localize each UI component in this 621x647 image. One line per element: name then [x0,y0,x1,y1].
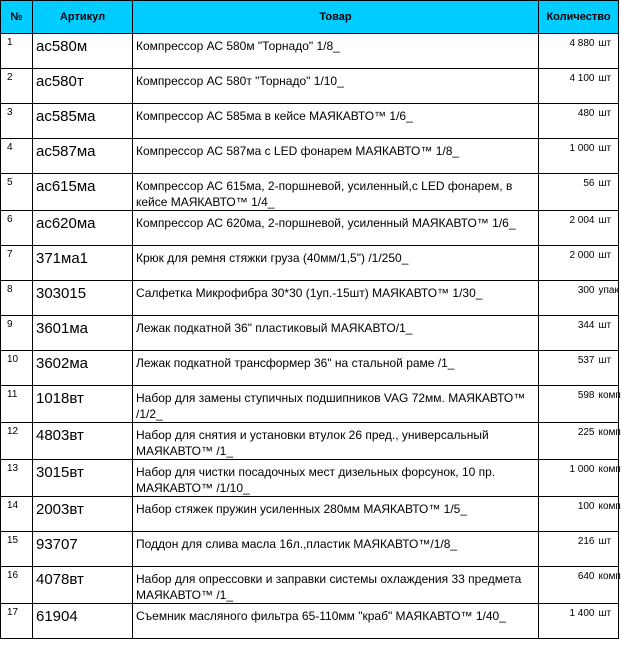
row-unit: комп [597,386,619,423]
row-product-name: Компрессор АС 580т "Торнадо" 1/10_ [133,69,539,104]
row-product-name: Поддон для слива масла 16л.,пластик МАЯКАВТО™/1/8_ [133,532,539,567]
table-row [1,104,619,139]
row-product-name: Компрессор АС 587ма с LED фонарем МАЯКАВТО™ 1/8_ [133,139,539,174]
row-product-name: Лежак подкатной 36" пластиковый МАЯКАВТО/1_ [133,316,539,351]
table-row [1,139,619,174]
row-article: ас620ма [33,211,133,246]
row-unit: комп [597,460,619,497]
row-article: ас587ма [33,139,133,174]
row-unit: комп [597,567,619,604]
row-product-name: Крюк для ремня стяжки груза (40мм/1,5") /1/250_ [133,246,539,281]
row-article: ас615ма [33,174,133,211]
row-number: 1 [1,34,33,69]
table-row [1,69,619,104]
row-unit: упак [597,281,619,316]
row-product-name: Набор стяжек пружин усиленных 280мм МАЯКАВТО™ 1/5_ [133,497,539,532]
table-body [1,34,619,639]
row-quantity: 300 [539,281,597,316]
row-unit: комп [597,497,619,532]
row-quantity: 4 100 [539,69,597,104]
row-number: 7 [1,246,33,281]
table-row [1,497,619,532]
row-quantity: 1 000 [539,139,597,174]
row-unit: шт [597,69,619,104]
row-quantity: 480 [539,104,597,139]
row-unit: шт [597,104,619,139]
table-row [1,246,619,281]
row-product-name: Компрессор АС 615ма, 2-поршневой, усиленный,с LED фонарем, в кейсе МАЯКАВТО™ 1/4_ [133,174,539,211]
table-row [1,281,619,316]
row-article: 3601ма [33,316,133,351]
row-article: ас585ма [33,104,133,139]
row-article: 3602ма [33,351,133,386]
row-product-name: Набор для чистки посадочных мест дизельных форсунок, 10 пр. МАЯКАВТО™ /1/10_ [133,460,539,497]
row-unit: шт [597,532,619,567]
row-number: 8 [1,281,33,316]
row-product-name: Набор для опрессовки и заправки системы охлаждения 33 предмета МАЯКАВТО™ /1_ [133,567,539,604]
row-number: 3 [1,104,33,139]
row-quantity: 1 400 [539,604,597,639]
row-number: 11 [1,386,33,423]
row-number: 17 [1,604,33,639]
row-number: 14 [1,497,33,532]
row-number: 16 [1,567,33,604]
row-unit: шт [597,139,619,174]
row-unit: шт [597,246,619,281]
row-article: 93707 [33,532,133,567]
row-article: ас580м [33,34,133,69]
table-row [1,316,619,351]
row-number: 5 [1,174,33,211]
row-product-name: Лежак подкатной трансформер 36" на стальной раме /1_ [133,351,539,386]
row-product-name: Набор для снятия и установки втулок 26 пред., универсальный МАЯКАВТО™ /1_ [133,423,539,460]
header-product: Товар [133,1,539,34]
row-quantity: 216 [539,532,597,567]
row-number: 13 [1,460,33,497]
table-row [1,211,619,246]
row-unit: шт [597,604,619,639]
row-quantity: 100 [539,497,597,532]
row-unit: шт [597,351,619,386]
row-article: 3015вт [33,460,133,497]
row-article: 2003вт [33,497,133,532]
row-article: 61904 [33,604,133,639]
row-article: 371ма1 [33,246,133,281]
row-unit: шт [597,316,619,351]
row-product-name: Салфетка Микрофибра 30*30 (1уп.-15шт) МАЯКАВТО™ 1/30_ [133,281,539,316]
header-row [1,1,619,34]
row-quantity: 640 [539,567,597,604]
row-number: 12 [1,423,33,460]
table-row [1,567,619,604]
row-unit: шт [597,34,619,69]
row-product-name: Набор для замены ступичных подшипников VAG 72мм. МАЯКАВТО™ /1/2_ [133,386,539,423]
row-number: 9 [1,316,33,351]
row-number: 6 [1,211,33,246]
row-quantity: 537 [539,351,597,386]
row-quantity: 225 [539,423,597,460]
table-row [1,386,619,423]
row-quantity: 1 000 [539,460,597,497]
row-unit: шт [597,211,619,246]
row-product-name: Съемник масляного фильтра 65-110мм "краб" МАЯКАВТО™ 1/40_ [133,604,539,639]
table-row [1,351,619,386]
row-quantity: 4 880 [539,34,597,69]
table-row [1,460,619,497]
row-article: 4803вт [33,423,133,460]
table-row [1,34,619,69]
table-row [1,174,619,211]
table-row [1,604,619,639]
header-article: Артикул [33,1,133,34]
table-row [1,532,619,567]
row-article: 4078вт [33,567,133,604]
row-product-name: Компрессор АС 580м "Торнадо" 1/8_ [133,34,539,69]
row-number: 2 [1,69,33,104]
row-unit: шт [597,174,619,211]
header-num: № [1,1,33,34]
row-product-name: Компрессор АС 620ма, 2-поршневой, усиленный МАЯКАВТО™ 1/6_ [133,211,539,246]
row-quantity: 56 [539,174,597,211]
row-number: 4 [1,139,33,174]
row-product-name: Компрессор АС 585ма в кейсе МАЯКАВТО™ 1/6_ [133,104,539,139]
row-number: 15 [1,532,33,567]
row-quantity: 344 [539,316,597,351]
row-quantity: 2 004 [539,211,597,246]
row-quantity: 598 [539,386,597,423]
row-article: 1018вт [33,386,133,423]
table-row [1,423,619,460]
row-article: 303015 [33,281,133,316]
row-quantity: 2 000 [539,246,597,281]
header-quantity: Количество [539,1,619,34]
row-number: 10 [1,351,33,386]
row-article: ас580т [33,69,133,104]
row-unit: комп [597,423,619,460]
